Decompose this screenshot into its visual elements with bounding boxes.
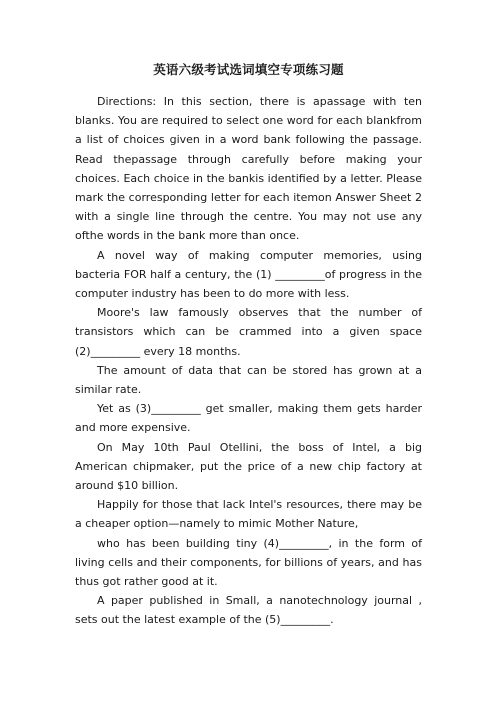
paragraph: On May 10th Paul Otellini, the boss of Intel, a big American chipmaker, put the price of a new chip factory at around $10 billion.	[75, 440, 422, 493]
paragraph: Happily for those that lack Intel's resources, there may be a cheaper option—namely to mimic Mother Nature,	[75, 498, 422, 531]
paragraph: The amount of data that can be stored has grown at a similar rate.	[75, 363, 422, 397]
paragraph: Moore's law famously observes that the number of transistors which can be crammed into a given space (2)_________ every 18 months.	[75, 306, 422, 358]
document-title: 英语六级考试选词填空专项练习题	[153, 62, 344, 77]
paragraph: who has been building tiny (4)_________, in the form of living cells and their components, for billions of years, and has thus got rather good at it.	[75, 536, 422, 589]
paragraph: A novel way of making computer memories, using bacteria FOR half a century, the (1) _________of progress in the computer industry has been to do more with less.	[75, 248, 422, 301]
paragraph: Yet as (3)_________ get smaller, making them gets harder and more expensive.	[75, 402, 422, 435]
paragraph-directions: Directions: In this section, there is apassage with ten blanks. You are required to select one word for each blankfrom a list of choices given in a word bank following the passage. Read thepassage through carefully before making your choices. Each choice in the bankis identified by a letter. Please mark the corresponding letter for each itemon Answer Sheet 2 with a single line through the centre. You may not use any ofthe words in the bank more than once.	[75, 95, 422, 243]
paragraph: A paper published in Small, a nanotechnology journal , sets out the latest example of the (5)_________.	[75, 594, 422, 627]
